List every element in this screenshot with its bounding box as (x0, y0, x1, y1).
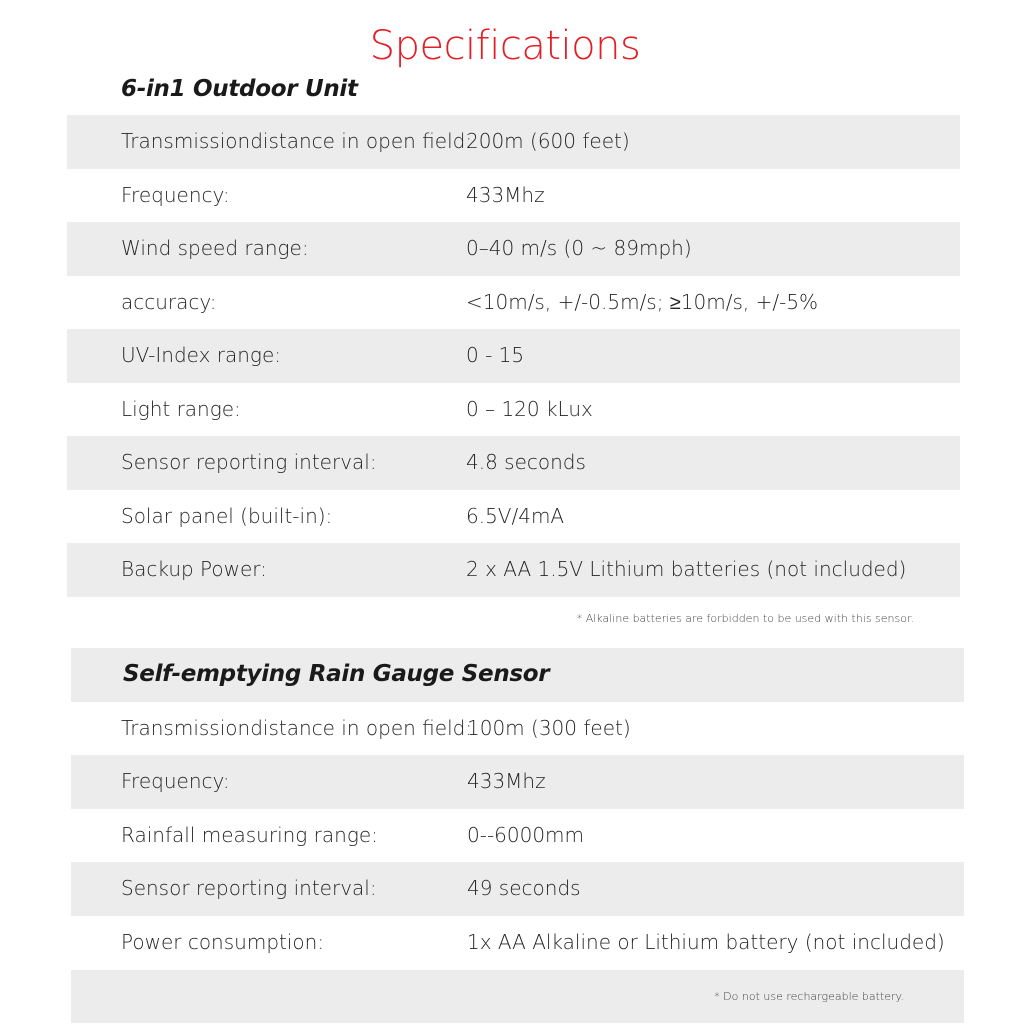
section-title-outdoor-unit: 6-in1 Outdoor Unit (121, 76, 358, 102)
spec-label: Transmissiondistance in open field: (121, 715, 473, 740)
spec-row-uv-index-range (67, 329, 960, 383)
spec-label: Rainfall measuring range: (121, 822, 378, 847)
spec-row-sensor-reporting-interval (67, 436, 960, 490)
spec-label: UV-Index range: (121, 343, 281, 367)
footnote-alkaline-warning: * Alkaline batteries are forbidden to be used with this sensor. (576, 612, 914, 625)
spec-row-frequency (67, 169, 960, 223)
spec-value: 0 – 120 kLux (466, 396, 593, 421)
spec-table-rain-gauge (71, 648, 964, 1023)
spec-row-accuracy (67, 276, 960, 330)
spec-value: 200m (600 feet) (466, 129, 630, 153)
section-header-rain-gauge (71, 648, 964, 702)
spec-value: 433Mhz (466, 182, 545, 207)
spec-row-transmission-distance (71, 702, 964, 756)
spec-value: 6.5V/4mA (466, 503, 565, 528)
spec-row-power-consumption (71, 916, 964, 970)
spec-label: Sensor reporting interval: (121, 450, 377, 474)
spec-value: 2 x AA 1.5V Lithium batteries (not included) (466, 557, 907, 581)
page-title: Specifications (369, 23, 641, 69)
spec-label: Sensor reporting interval: (121, 876, 377, 901)
spec-row-transmission-distance (67, 115, 960, 169)
spec-row-rainfall-measuring-range (71, 809, 964, 863)
spec-row-wind-speed-range (67, 222, 960, 276)
spec-table-outdoor-unit (67, 115, 960, 597)
spec-label: accuracy: (121, 289, 217, 314)
footnote-rechargeable-warning: * Do not use rechargeable battery. (714, 989, 904, 1003)
spec-value: 49 seconds (467, 876, 581, 901)
spec-row-backup-power (67, 543, 960, 597)
spec-value: 100m (300 feet) (467, 715, 631, 740)
spec-value: 0 - 15 (466, 343, 525, 367)
spec-label: Frequency: (121, 182, 230, 207)
spec-label: Backup Power: (121, 557, 267, 581)
spec-row-frequency (71, 755, 964, 809)
spec-value: 433Mhz (467, 769, 546, 794)
spec-row-sensor-reporting-interval (71, 862, 964, 916)
spec-value: 1x AA Alkaline or Lithium battery (not included) (467, 929, 945, 954)
footnote-row (71, 970, 964, 1024)
section-title-rain-gauge: Self-emptying Rain Gauge Sensor (123, 661, 550, 687)
spec-value: 0--6000mm (467, 822, 585, 847)
spec-label: Wind speed range: (121, 236, 309, 260)
spec-value: <10m/s, +/-0.5m/s; ≥10m/s, +/-5% (466, 289, 819, 314)
spec-label: Power consumption: (121, 929, 325, 954)
spec-label: Light range: (121, 396, 241, 421)
spec-label: Transmissiondistance in open field: (121, 129, 473, 153)
spec-label: Solar panel (built-in): (121, 503, 333, 528)
spec-row-solar-panel (67, 490, 960, 544)
spec-value: 0–40 m/s (0 ~ 89mph) (466, 236, 692, 260)
spec-label: Frequency: (121, 769, 230, 794)
spec-row-light-range (67, 383, 960, 437)
spec-value: 4.8 seconds (466, 450, 586, 474)
